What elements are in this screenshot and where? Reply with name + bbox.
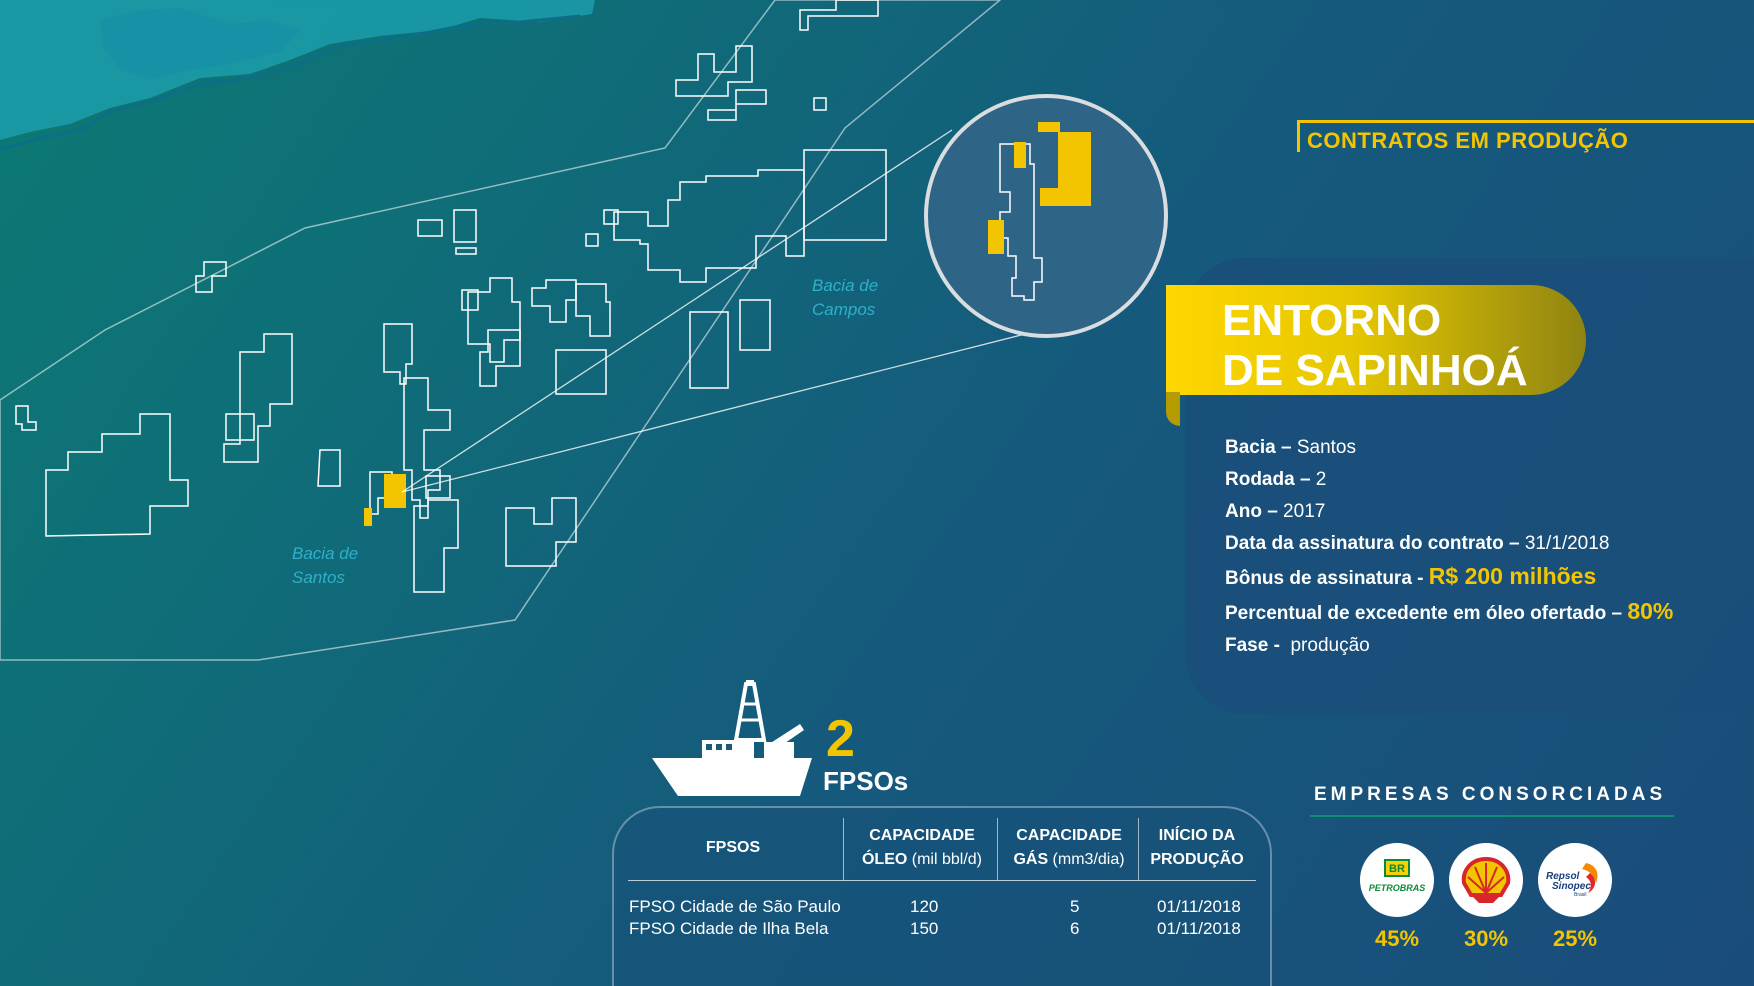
- table-cell-gas: 5: [1070, 897, 1080, 916]
- svg-text:Brasil: Brasil: [1574, 892, 1587, 898]
- repsol-sinopec-share: 25%: [1552, 926, 1598, 951]
- petrobras-share: 45%: [1374, 926, 1420, 951]
- page-title: CONTRATOS EM PRODUÇÃO: [1307, 128, 1629, 153]
- col-separator: [997, 818, 998, 880]
- basin-label-campos: Bacia de Campos: [812, 276, 879, 319]
- svg-text:PETROBRAS: PETROBRAS: [1368, 883, 1426, 893]
- companies-underline: [1310, 815, 1674, 817]
- header-divider: [628, 880, 1256, 881]
- fact-percentual: Percentual de excedente em óleo ofertado – 80%: [1225, 598, 1674, 624]
- th-capacidade-oleo: CAPACIDADE ÓLEO (mil bbl/d): [861, 827, 983, 868]
- table-cell-oil: 150: [910, 919, 939, 938]
- field-title: [1222, 296, 1528, 396]
- shell-logo: [1449, 843, 1523, 917]
- fact-bonus: Bônus de assinatura - R$ 200 milhões: [1225, 563, 1597, 589]
- table-cell-gas: 6: [1070, 919, 1080, 938]
- fact-fase: Fase - produção: [1225, 635, 1370, 656]
- col-separator: [1138, 818, 1139, 880]
- th-fpsos: FPSOS: [705, 839, 761, 856]
- fpso-count: 2: [826, 710, 855, 768]
- table-cell-start: 01/11/2018: [1157, 919, 1241, 938]
- field-title-line1: ENTORNO: [1222, 296, 1442, 345]
- fact-bacia: Bacia – Santos: [1225, 437, 1356, 458]
- field-facts: [1225, 436, 1745, 666]
- repsol-sinopec-logo: [1538, 843, 1612, 917]
- fpso-ship-icon: [650, 680, 820, 800]
- fpso-label: FPSOs: [823, 766, 909, 796]
- shell-share: 30%: [1463, 926, 1509, 951]
- fact-ano: Ano – 2017: [1225, 501, 1326, 522]
- svg-text:Sinopec: Sinopec: [1552, 881, 1591, 892]
- field-title-line2: DE SAPINHOÁ: [1222, 346, 1528, 395]
- companies-title: EMPRESAS CONSORCIADAS: [1314, 784, 1667, 805]
- table-cell-name: FPSO Cidade de Ilha Bela: [629, 919, 829, 938]
- table-cell-oil: 120: [910, 897, 939, 916]
- fact-data-assinatura: Data da assinatura do contrato – 31/1/2018: [1225, 533, 1610, 554]
- basin-label-santos: Bacia de Santos: [292, 544, 359, 587]
- fact-rodada: Rodada – 2: [1225, 469, 1327, 490]
- col-separator: [843, 818, 844, 880]
- petrobras-logo: [1360, 843, 1434, 917]
- table-cell-start: 01/11/2018: [1157, 897, 1241, 916]
- svg-text:Repsol: Repsol: [1546, 871, 1580, 882]
- th-capacidade-gas: CAPACIDADE GÁS (mm3/dia): [1013, 827, 1125, 868]
- th-inicio-producao: INÍCIO DA PRODUÇÃO: [1150, 827, 1244, 868]
- table-cell-name: FPSO Cidade de São Paulo: [629, 897, 841, 916]
- svg-text:BR: BR: [1389, 863, 1405, 875]
- land-mass: [0, 0, 595, 140]
